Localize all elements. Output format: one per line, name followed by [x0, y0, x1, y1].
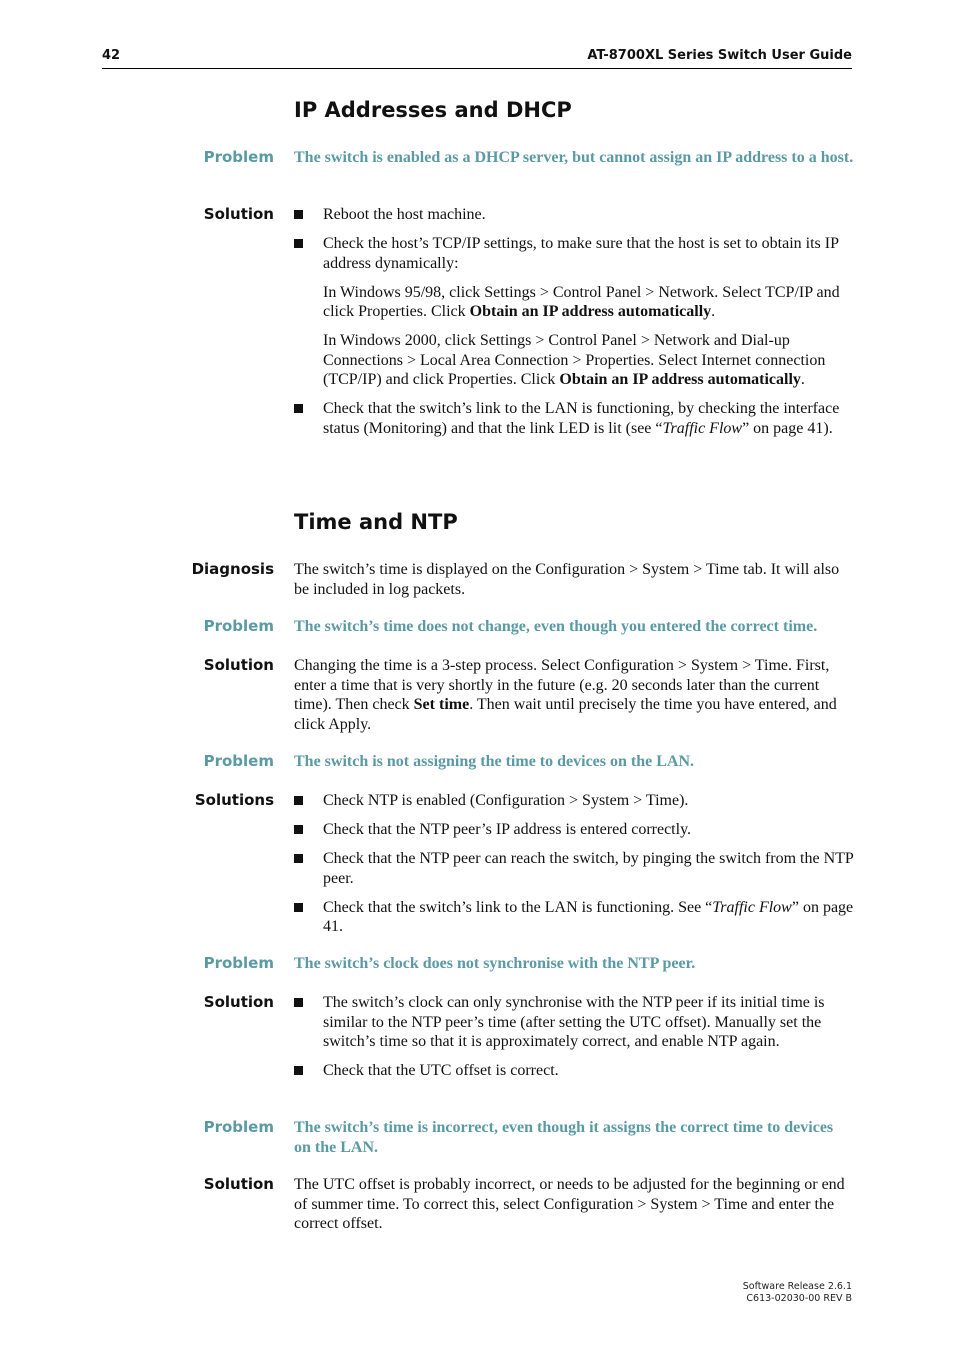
problem-label: Problem [203, 1118, 274, 1136]
problem-label: Problem [203, 752, 274, 770]
list-item: Check NTP is enabled (Configuration > System > Time). [294, 791, 854, 811]
problem-label: Problem [203, 148, 274, 166]
list-item: The switch’s clock can only synchronise with the NTP peer if its initial time is similar to the NTP peer’s time (after setting the UTC offset). Manually set the switch’s time so that it is approximately correct, and enable NTP again. [294, 993, 854, 1052]
problem-label: Problem [203, 617, 274, 635]
windows-95-instructions: In Windows 95/98, click Settings > Control Panel > Network. Select TCP/IP and click Properties. Click Obtain an IP address automatically. [323, 283, 840, 320]
section-heading-ip-dhcp: IP Addresses and DHCP [294, 98, 572, 122]
diagnosis-label: Diagnosis [191, 560, 274, 578]
document-id: C613-02030-00 REV B [746, 1293, 852, 1304]
solution-label: Solution [203, 1175, 274, 1193]
problem-label: Problem [203, 954, 274, 972]
list-item: Check that the switch’s link to the LAN is functioning, by checking the interface status (Monitoring) and that the link LED is lit (see “Traffic Flow” on page 41). [294, 399, 854, 438]
solution-label: Solution [203, 993, 274, 1011]
guide-title: AT-8700XL Series Switch User Guide [587, 48, 852, 63]
problem-text: The switch’s time does not change, even though you entered the correct time. [294, 618, 818, 635]
page-number: 42 [102, 48, 121, 63]
solution-list [294, 791, 854, 937]
list-item: Check that the UTC offset is correct. [294, 1061, 854, 1081]
list-item: Check that the NTP peer can reach the switch, by pinging the switch from the NTP peer. [294, 849, 854, 888]
section-heading-time-ntp: Time and NTP [294, 510, 458, 534]
list-item: Check that the NTP peer’s IP address is entered correctly. [294, 820, 854, 840]
cross-reference: Traffic Flow [712, 898, 792, 916]
page-header [102, 48, 852, 69]
diagnosis-text: The switch’s time is displayed on the Configuration > System > Time tab. It will also be included in log packets. [294, 561, 840, 598]
problem-text: The switch is enabled as a DHCP server, but cannot assign an IP address to a host. [294, 149, 854, 166]
problem-text: The switch’s time is incorrect, even though it assigns the correct time to devices on the LAN. [294, 1119, 834, 1156]
solutions-label: Solutions [194, 791, 274, 809]
problem-text: The switch’s clock does not synchronise with the NTP peer. [294, 955, 696, 972]
problem-text: The switch is not assigning the time to devices on the LAN. [294, 753, 695, 770]
solution-label: Solution [203, 656, 274, 674]
list-item: Check that the switch’s link to the LAN is functioning. See “Traffic Flow” on page 41. [294, 898, 854, 937]
solution-list [294, 993, 854, 1081]
list-item: Reboot the host machine. [294, 205, 854, 225]
page-footer [743, 1281, 852, 1305]
software-release: Software Release 2.6.1 [742, 1281, 852, 1292]
solution-text: The UTC offset is probably incorrect, or needs to be adjusted for the beginning or end of summer time. To correct this, select Configuration > System > Time and enter the correct offset. [294, 1176, 845, 1232]
windows-2000-instructions: In Windows 2000, click Settings > Control Panel > Network and Dial-up Connections > Local Area Connection > Properties. Select Internet connection (TCP/IP) and click Properties. Click Obtain an IP address automatically. [323, 332, 826, 388]
list-item: Check the host’s TCP/IP settings, to make sure that the host is set to obtain its IP address dynamically: In Windows 95/98, click Settings > Control Panel > Network. Select TCP/IP and click Properties. Click Obtain an IP address automatically. In Windows 2000, click Settings > Control Panel > Network and Dial-up Connections > Local Area Connection > Properties. Select Internet connection (TCP/IP) and click Properties. Click Obtain an IP address automatically. [294, 234, 854, 390]
solution-text: Changing the time is a 3-step process. Select Configuration > System > Time. First, enter a time that is very shortly in the future (e.g. 20 seconds later than the current time). Then check Set time. Then wait until precisely the time you have entered, and click Apply. [294, 657, 837, 733]
solution-list [294, 205, 854, 438]
cross-reference: Traffic Flow [662, 419, 743, 437]
solution-label: Solution [203, 205, 274, 223]
